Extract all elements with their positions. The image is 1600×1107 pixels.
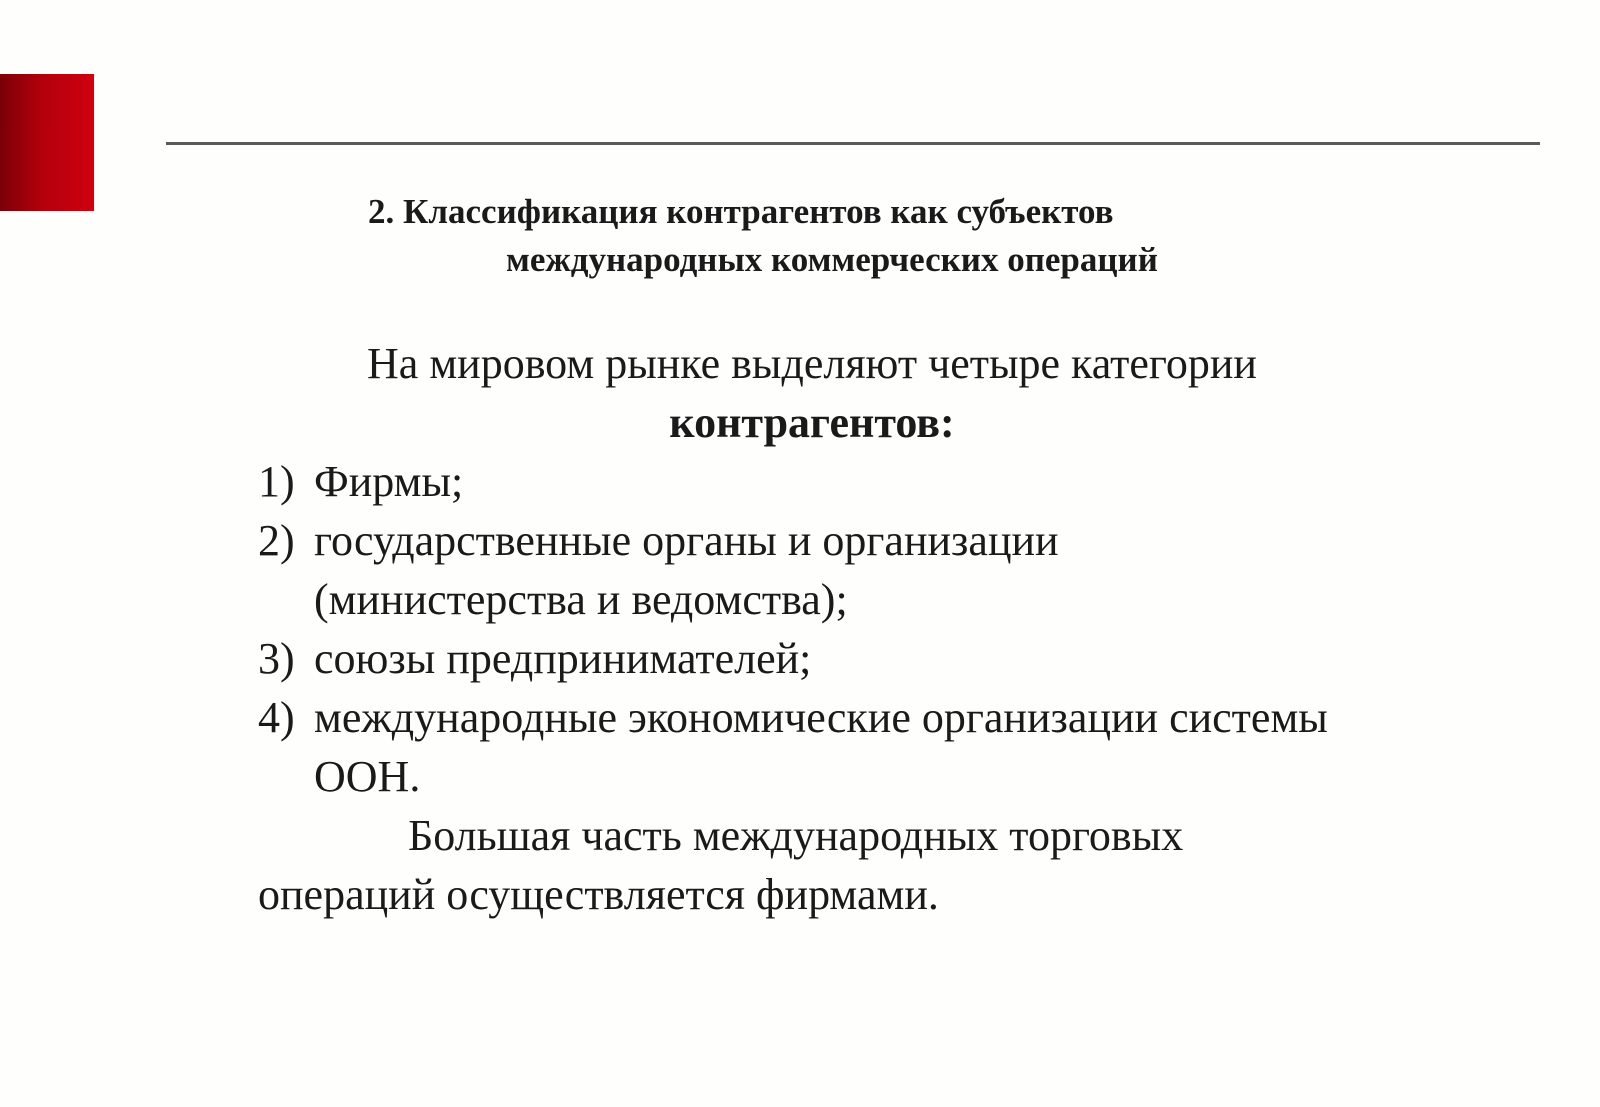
intro-paragraph <box>312 334 1312 452</box>
list-item-number: 3) <box>258 634 295 683</box>
list-item-number: 2) <box>258 516 295 565</box>
list-item-number: 4) <box>258 693 295 742</box>
list-item-number: 1) <box>258 457 295 506</box>
list-item-text: международные экономические организации системы ООН. <box>314 693 1328 801</box>
accent-block <box>0 74 94 211</box>
category-list <box>258 452 1338 806</box>
list-item <box>258 452 1338 511</box>
list-item <box>258 688 1338 806</box>
list-item-text: государственные органы и организации (министерства и ведомства); <box>314 516 1059 624</box>
list-item <box>258 629 1338 688</box>
slide-title-line-2: международных коммерческих операций <box>506 240 1158 279</box>
list-item <box>258 511 1338 629</box>
closing-paragraph: Большая часть международных торговых операций осуществляется фирмами. <box>258 811 1184 919</box>
list-item-text: союзы предпринимателей; <box>314 634 812 683</box>
list-item-text: Фирмы; <box>314 457 464 506</box>
slide-body <box>258 334 1338 924</box>
slide-title-line-1: 2. Классификация контрагентов как субъектов <box>368 192 1114 231</box>
intro-bold-text: контрагентов: <box>669 398 955 447</box>
header-divider <box>166 142 1540 145</box>
intro-text: На мировом рынке выделяют четыре категории <box>367 339 1257 388</box>
